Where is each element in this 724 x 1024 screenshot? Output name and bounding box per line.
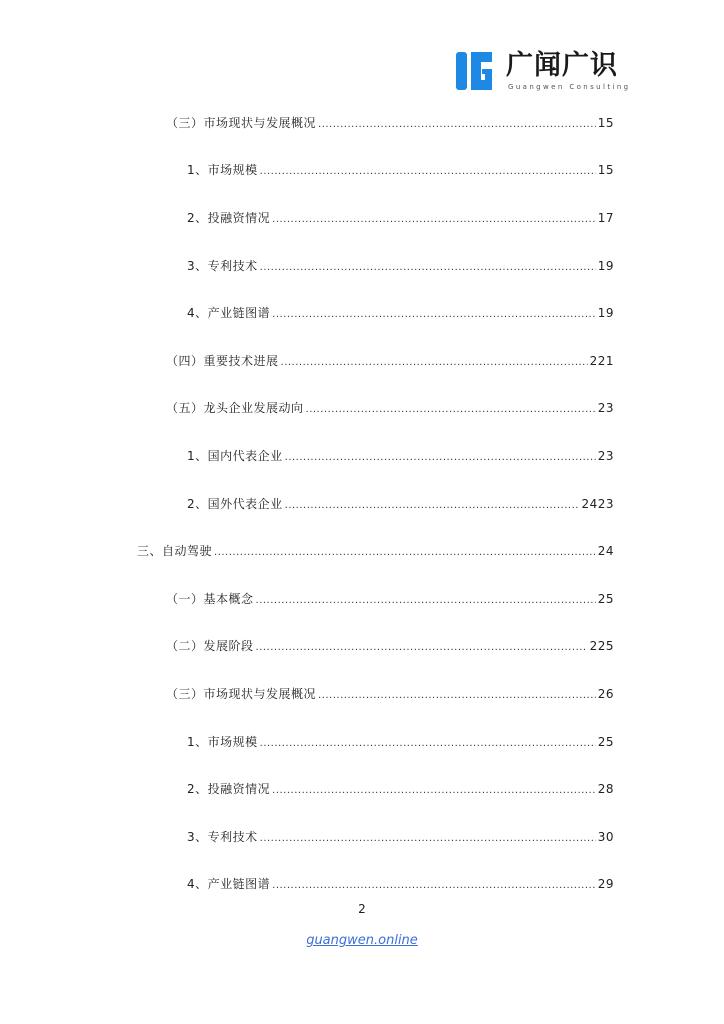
toc-entry-title: （四）重要技术进展	[166, 354, 279, 368]
toc-leader-dots	[285, 498, 580, 514]
toc-entry[interactable]	[187, 305, 614, 321]
toc-entry-title: 2、国外代表企业	[187, 497, 283, 511]
toc-entry[interactable]	[166, 591, 614, 607]
toc-leader-dots	[318, 117, 596, 133]
toc-entry-page: 23	[597, 401, 614, 415]
logo-chinese-name: 广闻广识	[506, 50, 618, 81]
toc-leader-dots	[272, 783, 596, 799]
toc-entry-page: 221	[589, 354, 614, 368]
toc-entry-title: （一）基本概念	[166, 592, 254, 606]
toc-entry-title: 1、国内代表企业	[187, 449, 283, 463]
toc-entry-page: 28	[597, 782, 614, 796]
toc-entry[interactable]	[187, 496, 614, 512]
toc-entry-title: 1、市场规模	[187, 735, 258, 749]
logo-mark-icon	[454, 50, 496, 92]
toc-entry[interactable]	[187, 876, 614, 892]
page-number: 2	[358, 902, 366, 916]
toc-entry-page: 23	[597, 449, 614, 463]
toc-entry-page: 15	[597, 116, 614, 130]
toc-entry-page: 19	[597, 259, 614, 273]
toc-entry-title: 4、产业链图谱	[187, 877, 271, 891]
toc-leader-dots	[214, 545, 596, 561]
toc-leader-dots	[260, 831, 596, 847]
toc-entry-page: 2423	[581, 497, 614, 511]
toc-leader-dots	[260, 260, 596, 276]
toc-entry-page: 15	[597, 163, 614, 177]
toc-entry-title: 3、专利技术	[187, 259, 258, 273]
toc-entry[interactable]	[137, 543, 614, 559]
toc-leader-dots	[306, 402, 596, 418]
toc-entry-page: 29	[597, 877, 614, 891]
toc-leader-dots	[285, 450, 596, 466]
toc-entry[interactable]	[187, 210, 614, 226]
logo-english-name: Guangwen Consulting	[508, 83, 631, 91]
toc-leader-dots	[272, 878, 596, 894]
toc-entry[interactable]	[166, 638, 614, 654]
toc-entry[interactable]	[187, 829, 614, 845]
toc-entry[interactable]	[187, 162, 614, 178]
toc-entry[interactable]	[166, 686, 614, 702]
toc-entry-title: 1、市场规模	[187, 163, 258, 177]
toc-entry-page: 25	[597, 735, 614, 749]
toc-leader-dots	[272, 212, 596, 228]
toc-entry-page: 26	[597, 687, 614, 701]
toc-entry[interactable]	[187, 734, 614, 750]
toc-leader-dots	[318, 688, 596, 704]
toc-entry[interactable]	[166, 115, 614, 131]
toc-entry-title: 4、产业链图谱	[187, 306, 271, 320]
toc-entry-page: 30	[597, 830, 614, 844]
toc-entry-page: 17	[597, 211, 614, 225]
toc-entry-title: 3、专利技术	[187, 830, 258, 844]
toc-entry-title: （二）发展阶段	[166, 639, 254, 653]
toc-entry[interactable]	[187, 258, 614, 274]
toc-leader-dots	[272, 307, 596, 323]
toc-entry-title: 三、自动驾驶	[137, 544, 213, 558]
toc-entry-title: 2、投融资情况	[187, 211, 271, 225]
toc-entry-page: 225	[589, 639, 614, 653]
toc-entry[interactable]	[166, 353, 614, 369]
toc-entry-page: 19	[597, 306, 614, 320]
toc-entry-title: （三）市场现状与发展概况	[166, 687, 317, 701]
toc-leader-dots	[256, 593, 596, 609]
toc-leader-dots	[256, 640, 588, 656]
toc-entry-page: 24	[597, 544, 614, 558]
toc-entry-title: （五）龙头企业发展动向	[166, 401, 304, 415]
brand-logo	[454, 50, 631, 92]
toc-entry[interactable]	[187, 448, 614, 464]
toc-entry-title: 2、投融资情况	[187, 782, 271, 796]
toc-entry[interactable]	[187, 781, 614, 797]
toc-entry[interactable]	[166, 400, 614, 416]
toc-entry-title: （三）市场现状与发展概况	[166, 116, 317, 130]
toc-entry-page: 25	[597, 592, 614, 606]
toc-leader-dots	[260, 164, 596, 180]
footer-website-link[interactable]: guangwen.online	[306, 933, 418, 948]
toc-leader-dots	[260, 736, 596, 752]
toc-leader-dots	[281, 355, 588, 371]
